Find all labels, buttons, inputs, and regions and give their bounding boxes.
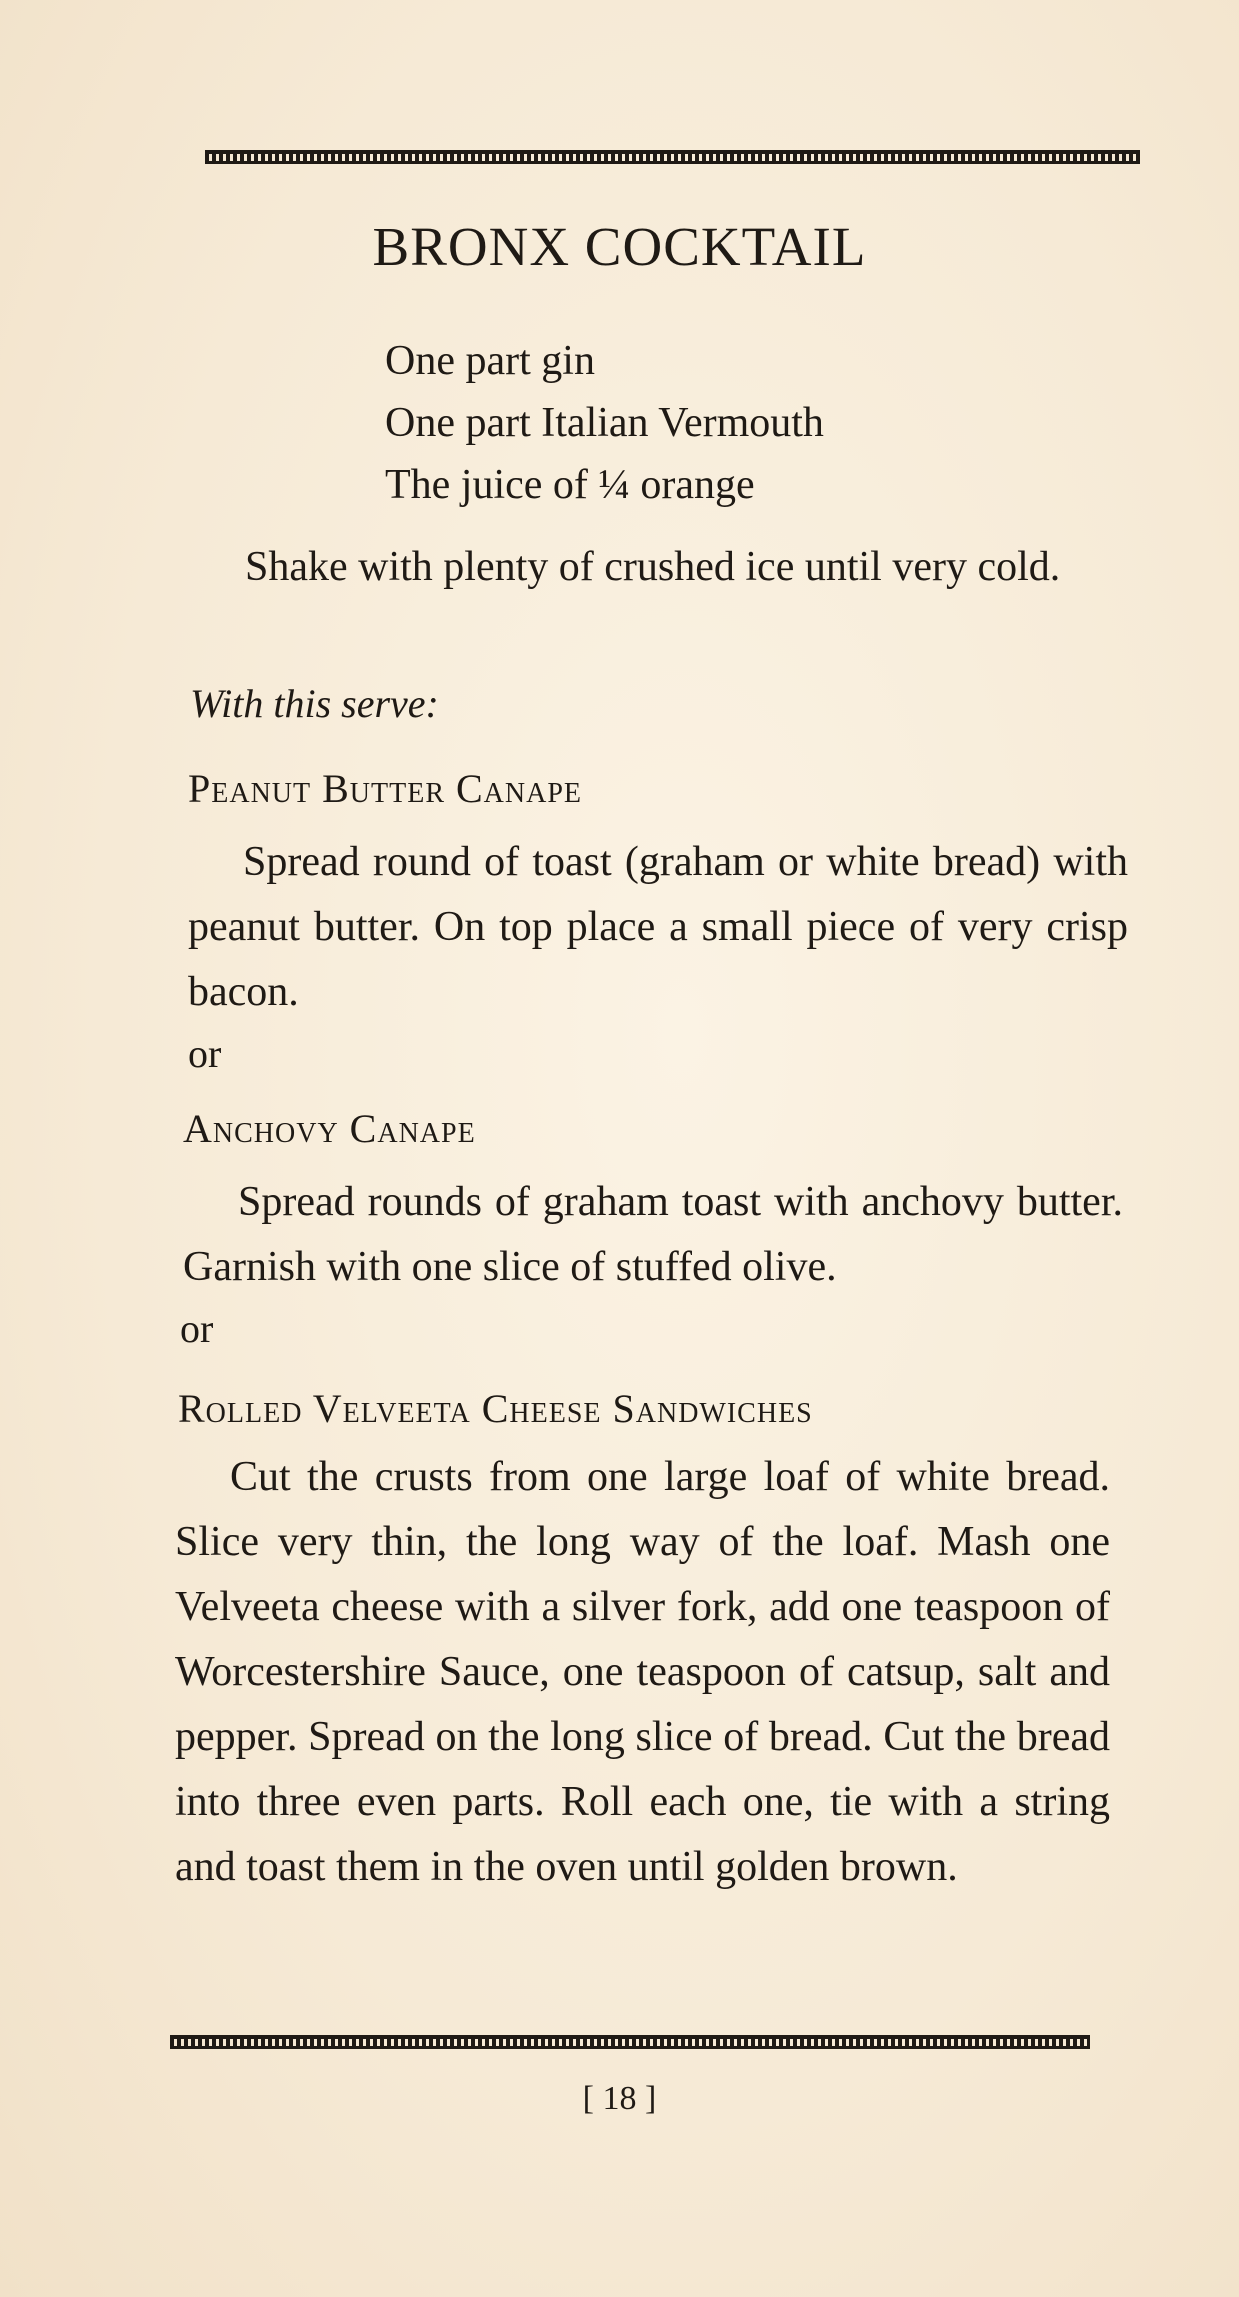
instructions-paragraph [190, 535, 1130, 600]
canape-text: Spread rounds of graham toast with anchovy butter. Garnish with one slice of stuffed olive. [183, 1179, 1123, 1290]
or-separator: or [180, 1306, 214, 1351]
or-separator: or [188, 1031, 222, 1076]
ingredient-item: One part gin [385, 338, 595, 384]
recipe-title: BRONX COCKTAIL [372, 216, 867, 277]
canape-heading: Peanut Butter Canape [188, 766, 583, 811]
bottom-decorative-rule [170, 2035, 1090, 2049]
top-decorative-rule [205, 150, 1140, 164]
serve-label: With this serve: [190, 681, 439, 726]
canape-heading: Rolled Velveeta Cheese Sandwiches [178, 1386, 813, 1431]
instructions-text: Shake with plenty of crushed ice until very cold. [245, 544, 1061, 590]
canape-paragraph [183, 1170, 1123, 1300]
canape-heading: Anchovy Canape [183, 1106, 476, 1151]
ingredient-list [385, 330, 824, 516]
ingredient-item: One part Italian Vermouth [385, 400, 824, 446]
canape-text: Spread round of toast (graham or white bread) with peanut butter. On top place a small piece of very crisp bacon. [188, 839, 1128, 1015]
canape-text: Cut the crusts from one large loaf of white bread. Slice very thin, the long way of the loaf. Mash one Velveeta cheese with a silver fork, add one teaspoon of Worcestershire Sauce, one teaspoon of catsup, salt and pepper. Spread on the long slice of bread. Cut the bread into three even parts. Roll each one, tie with a string and toast them in the oven until golden brown. [175, 1454, 1110, 1890]
canape-paragraph [175, 1445, 1110, 1900]
canape-paragraph [188, 830, 1128, 1025]
page-number: [ 18 ] [582, 2080, 657, 2117]
ingredient-item: The juice of ¼ orange [385, 462, 755, 508]
